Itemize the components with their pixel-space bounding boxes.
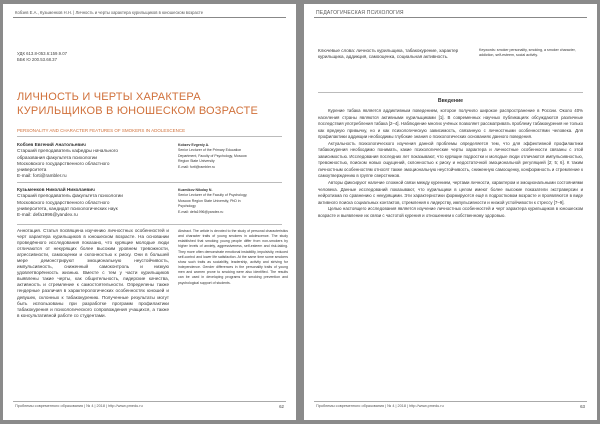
keywords-divider [318,92,583,93]
header-rule [314,17,587,18]
abstract-en: Abstract. The article is devoted to the study of personal characteristics and character traits of young smokers in adolescence. The study established that smoking young people differ from non-smokers by higher levels of anxiety, aggressiveness, self-esteem and risk-taking. They more often demonstrate emotional instability, impulsivity, reduced self-control and lower life satisfaction. At the same time some smokers show such traits as sociability, leadership, activity and striving for independence. Gender differences in the personality traits of young men and women prone to smoking were also identified. The results can be used in developing programs for smoking prevention and psychological support of students. [178,229,288,285]
page-number-right: 63 [580,404,585,409]
author2-name-en: Kuzmikov Nikolay N. [178,188,213,192]
author1-email-ru[interactable]: E-mail: forti@rambler.ru [17,173,67,179]
left-page [3,4,296,420]
article-title-en: PERSONALITY AND CHARACTER FEATURES OF SMOKERS IN ADOLESCENCE [17,128,186,133]
header-rule [13,17,286,18]
intro-body [318,108,583,219]
intro-paragraph: Актуальность психологического изучения данной проблемы определяется тем, что для эффективной профилактики табакокурения необходимо понимать, какие психологические черты характера и личностные особенности связаны с этой зависимостью. Исследования последних лет показывают, что курящие подростки и молодые люди отличаются импульсивностью, тревожностью, поиском новых ощущений, склонностью к риску и недостаточной эмоциональной регуляцией [2; 5; 6]. К таким личностным особенностям относят также эмоциональную неустойчивость, сниженную самооценку, конформность и стремление к самоутверждению в группе сверстников. [318,140,583,179]
intro-heading: Введение [437,98,464,104]
right-page [304,4,597,420]
footer-rule [13,401,286,402]
author-divider [17,182,282,183]
author1-name-en: Kobzev Evgeniy A. [178,143,210,147]
author2-email-ru[interactable]: E-mail: defa1996@yandex.ru [17,212,78,218]
author2-name-ru: Кузьменков Николай Николаевич [17,187,95,192]
author1-email-en[interactable]: E-mail: forti@rambler.ru [178,164,216,169]
running-head-left: Кобзев Е.А., Кузьменков Н.Н. | Личность и черты характера курильщиков в юношеском возрасте [15,10,204,15]
author2-en [178,188,288,215]
intro-paragraph: Авторы фиксируют наличие сложной связи между курением, чертами личности, характером и эмоциональными состояниями человека. Данные исследований показывают, что курильщики в целом имеют более высокие показатели экстраверсии и нейротизма по сравнению с некурящими. Эти характеристики формируются ещё в подростковом возрасте и проявляются в виде активного поиска социальных контактов, стремления к лидерству, импульсивности и низкой устойчивости к стрессу [7–9]. [318,180,583,205]
author1-en [178,143,288,170]
footer-right[interactable]: Проблемы современного образования | № 4 | 2018 | http://www.pmedu.ru [316,404,444,408]
keywords-en: Keywords: smoker personality, smoking, a smoker character, addiction, self-esteem, social activity. [479,48,576,58]
abstract-ru: Аннотация. Статья посвящена изучению личностных особенностей и черт характера курильщиков в юношеском возрасте. На основании проведённого исследования показано, что курящие молодые люди отличаются от некурящих более высоким уровнем тревожности, агрессивности, самооценки и склонностью к риску. Они в большей мере демонстрируют эмоциональную неустойчивость, импульсивность, сниженный самоконтроль и низкую удовлетворённость жизнью. Вместе с тем у части курильщиков выявлены такие черты, как общительность, лидерские качества, активность и стремление к самостоятельности. Определены также гендерные различия в характерологических особенностях юношей и девушек, склонных к табакокурению. Полученные результаты могут быть использованы при разработке программ профилактики табакокурения и психологического сопровождения учащихся, а также в консультативной работе со студентами. [17,228,169,318]
author1-ru-line: Старший преподаватель кафедры начального [17,148,118,154]
abstract-divider [17,224,282,225]
title-divider [17,136,282,137]
author2-ru-line: Московского государственного областного [17,199,110,205]
author1-en-line: Department, Faculty of Psychology, Moscow [178,153,247,158]
intro-paragraph: Курение табака является аддиктивным поведением, которое получило широкое распространение в России. Около 40% населения страны являются активными курильщиками [1]. В современных научных публикациях обсуждаются различные последствия употребления табака [2–4]. Наблюдение многих учёных позволяет рассматривать проблему табакокурения не только как вредную привычку, но и как психологическую зависимость, связанную с личностными особенностями человека. Для профилактики аддикции необходимы глубокие знания о психологических основаниях данного поведения. [318,108,583,140]
udc-code: УДК 613.8-053.6:159.9.07 [17,51,67,56]
author1-en-line: Senior Lecturer of the Primary Education [178,148,242,153]
author1-en-line: Region State University [178,159,215,164]
author1-ru-line: образования факультета психологии [17,154,98,160]
running-head-right: ПЕДАГОГИЧЕСКАЯ ПСИХОЛОГИЯ [316,10,404,16]
author2-ru-line: университета, кандидат психологических наук [17,205,118,211]
author1-name-ru: Кобзев Евгений Анатольевич [17,142,86,147]
footer-left[interactable]: Проблемы современного образования | № 4 | 2018 | http://www.pmedu.ru [15,404,143,408]
author2-email-en[interactable]: E-mail: defa1996@yandex.ru [178,209,224,214]
author2-en-line: Moscow Region State University, PhD in [178,198,241,203]
classification-codes [17,51,67,63]
author1-ru-line: Московского государственного областного [17,160,110,166]
page-number-left: 62 [279,404,284,409]
author2-en-line: Psychology [178,204,196,209]
intro-paragraph: Целью настоящего исследования является изучение личностных особенностей и черт характера курильщиков в юношеском возрасте и выявление их связи с частотой курения и отношением к собственному здоровью. [318,206,583,218]
footer-rule [314,401,587,402]
article-title-ru: ЛИЧНОСТЬ И ЧЕРТЫ ХАРАКТЕРА КУРИЛЬЩИКОВ В ЮНОШЕСКОМ ВОЗРАСТЕ [17,91,258,117]
author1-ru [17,142,167,180]
author2-ru [17,187,172,218]
author2-en-line: Senior Lecturer of the Faculty of Psychology, [178,193,248,198]
author2-ru-line: Старший преподаватель факультета психологии [17,193,123,199]
keywords-ru: Ключевые слова: личность курильщика, табакокурение, характер курильщика, аддикция, самооценка, социальная активность. [318,48,459,60]
author1-ru-line: университета [17,167,47,173]
bbk-code: ББК Ю 200.53.68.37 [17,57,57,62]
